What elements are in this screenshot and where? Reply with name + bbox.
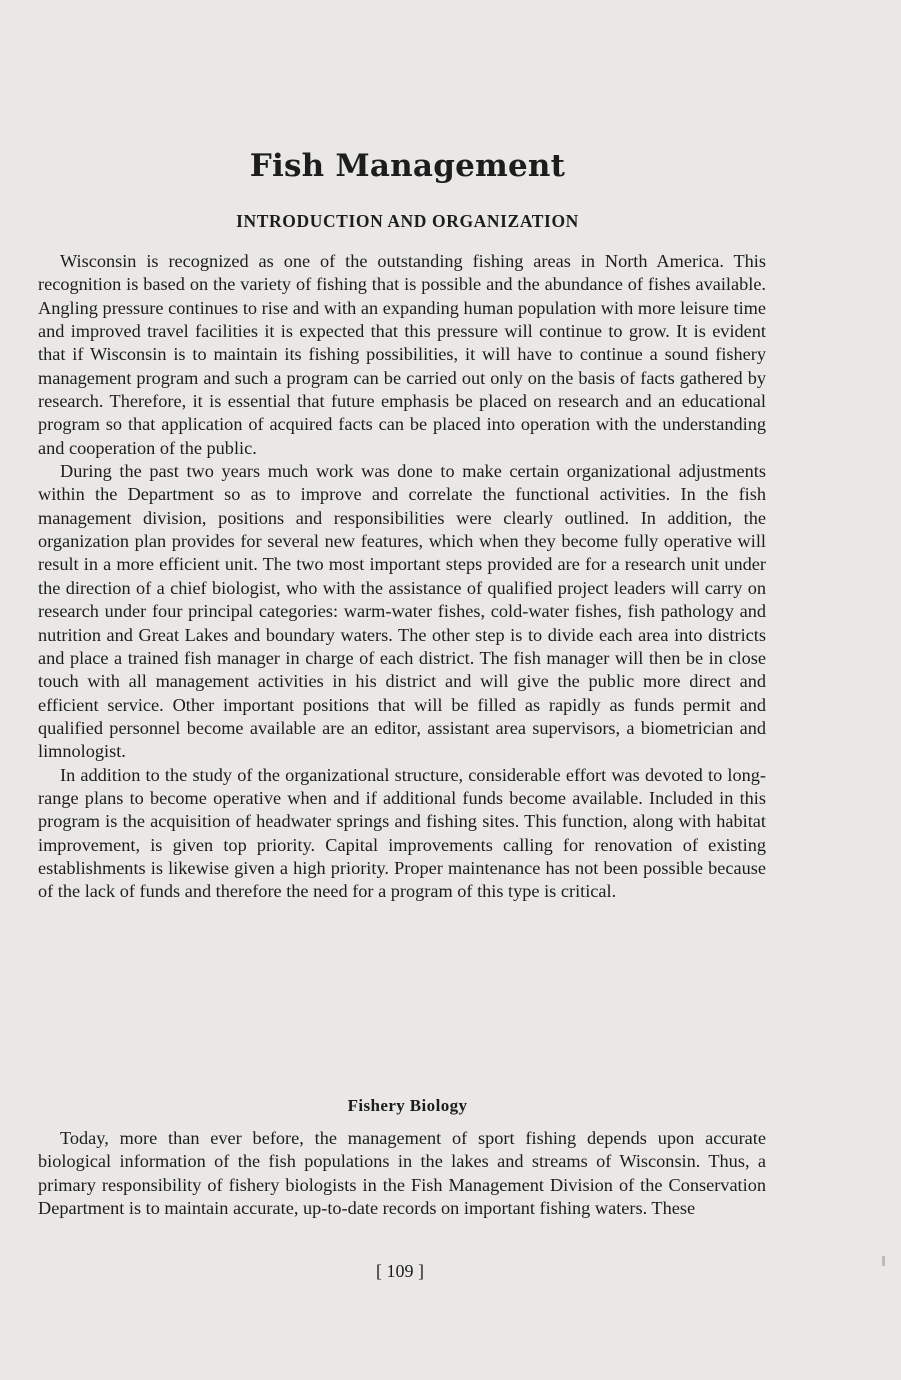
paragraph: Wisconsin is recognized as one of the outstanding fishing areas in North America. This recognition is based on the variety of fishing that is possible and the abundance of fishes available. Angling pressure continues to rise and with an expanding human population with more leisure time and improved travel facilities it is expected that this pressure will continue to grow. It is evident that if Wisconsin is to maintain its fishing possibilities, it will have to continue a sound fishery management program and such a program can be carried out only on the basis of facts gathered by research. Therefore, it is essential that future emphasis be placed on research and an educational program so that application of acquired facts can be placed into operation with the understanding and cooperation of the public. bbox=[38, 251, 766, 458]
page-number: [ 109 ] bbox=[376, 1261, 424, 1281]
paragraph: During the past two years much work was done to make certain organizational adjustments within the Department so as to improve and correlate the functional activities. In the fish management division, positions and responsibilities were clearly outlined. In addition, the organization plan provides for several new features, which when they become fully operative will result in a more efficient unit. The two most important steps provided are for a research unit under the direction of a chief biologist, who with the assistance of qualified project leaders will carry on research under four principal categories: warm-water fishes, cold-water fishes, fish pathology and nutrition and Great Lakes and boundary waters. The other step is to divide each area into districts and place a trained fish manager in charge of each district. The fish manager will then be in close touch with all management activities in his district and will give the public more direct and efficient service. Other important positions that will be filled as rapidly as funds permit and qualified personnel become available are an editor, assistant area supervisors, a biometrician and limnologist. bbox=[38, 461, 766, 762]
section-heading-introduction: INTRODUCTION AND ORGANIZATION bbox=[236, 211, 579, 231]
section-body-fishery-biology bbox=[38, 1127, 766, 1220]
paragraph: Today, more than ever before, the management of sport fishing depends upon accurate biological information of the fish populations in the lakes and streams of Wisconsin. Thus, a primary responsibility of fishery biologists in the Fish Management Division of the Conservation Department is to maintain accurate, up-to-date records on important fishing waters. These bbox=[38, 1128, 766, 1219]
section-body-introduction bbox=[38, 250, 766, 904]
paragraph: In addition to the study of the organizational structure, considerable effort was devoted to long-range plans to become operative when and if additional funds become available. Included in this program is the acquisition of headwater springs and fishing sites. This function, along with habitat improvement, is given top priority. Capital improvements calling for renovation of existing establishments is likewise given a high priority. Proper maintenance has not been possible because of the lack of funds and therefore the need for a program of this type is critical. bbox=[38, 764, 766, 902]
page-title: Fish Management bbox=[249, 148, 566, 184]
margin-mark bbox=[882, 1256, 885, 1266]
section-heading-fishery-biology: Fishery Biology bbox=[347, 1096, 468, 1115]
